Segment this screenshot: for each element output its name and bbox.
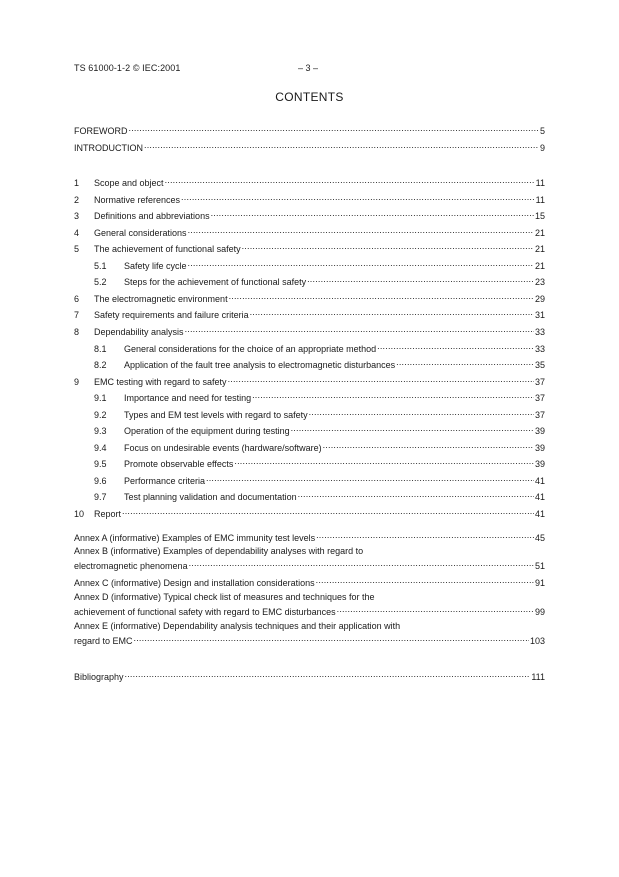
toc-entry-number: 2	[74, 194, 80, 205]
toc-entry-number: 5.2	[94, 277, 107, 288]
toc-entry-title: Steps for the achievement of functional safety	[124, 277, 307, 288]
toc-entry-page: 103	[529, 636, 545, 646]
toc-entry-number: 8.1	[94, 343, 107, 354]
annex-title-line1: Annex B (informative) Examples of dependability analyses with regard to	[74, 546, 364, 556]
toc-entry-title: Promote observable effects	[124, 459, 234, 470]
toc-entry-page: 21	[534, 244, 545, 255]
toc-entry-title: Definitions and abbreviations	[94, 211, 210, 222]
toc-entry-title: Scope and object	[94, 178, 164, 188]
toc-entry-page: 41	[534, 509, 545, 519]
toc-entry-number: 8.2	[94, 360, 107, 371]
toc-entry-number: 4	[74, 227, 80, 238]
toc-entry-page: 11	[535, 194, 545, 205]
page-number: – 3 –	[298, 63, 319, 73]
toc-entry-page: 51	[534, 561, 545, 571]
toc-entry-page: 33	[534, 327, 545, 337]
toc-entry-page: 39	[534, 459, 545, 470]
toc-entry[interactable]	[74, 489, 545, 503]
toc-entry[interactable]	[74, 357, 545, 371]
toc-entry-page: 21	[534, 227, 545, 238]
toc-entry[interactable]	[74, 192, 545, 206]
toc-entry-title: Safety life cycle	[124, 260, 187, 271]
toc-entry[interactable]	[74, 291, 545, 305]
toc-entry-number: 5	[74, 244, 80, 255]
toc-entry-page: 11	[535, 178, 545, 188]
document-id: TS 61000-1-2 © IEC:2001	[74, 63, 181, 73]
toc-entry-page: 91	[534, 578, 545, 588]
toc-entry-page: 37	[534, 409, 545, 420]
toc-entry-page: 45	[534, 533, 545, 543]
toc-entry-title: Normative references	[94, 194, 181, 205]
toc-entry-number: 3	[74, 211, 80, 222]
toc-entry-number: 9.7	[94, 492, 107, 503]
toc-entry-page: 99	[534, 607, 545, 617]
annex-title: Annex C (informative) Design and installation considerations	[74, 578, 315, 588]
toc-entry-title: Operation of the equipment during testing	[124, 426, 290, 437]
toc-entry-title: General considerations	[94, 227, 187, 238]
toc-entry[interactable]	[74, 390, 545, 404]
annex-title-line2: electromagnetic phenomena	[74, 561, 188, 571]
toc-entry-title: Application of the fault tree analysis to electromagnetic disturbances	[124, 360, 396, 371]
toc-entry-title: Bibliography	[74, 672, 124, 682]
toc-entry-title: Safety requirements and failure criteria	[94, 310, 249, 321]
toc-entry-page: 5	[539, 126, 545, 136]
toc-entry[interactable]	[74, 307, 545, 321]
toc-entry-number: 6	[74, 293, 80, 304]
annex-title: Annex A (informative) Examples of EMC immunity test levels	[74, 533, 316, 543]
toc-entry-title: Report	[94, 509, 122, 519]
toc-entry-title: Performance criteria	[124, 475, 206, 486]
toc-entry-number: 10	[74, 509, 85, 519]
toc-entry-page: 111	[531, 672, 545, 682]
toc-entry-title: Focus on undesirable events (hardware/software)	[124, 442, 322, 453]
toc-entry-number: 9.2	[94, 409, 107, 420]
toc-entry-page: 21	[534, 260, 545, 271]
toc-entry-page: 9	[539, 143, 545, 153]
toc-entry[interactable]	[74, 241, 545, 255]
toc-entry[interactable]	[74, 175, 545, 189]
toc-entry-page: 29	[534, 293, 545, 304]
toc-entry-title: Importance and need for testing	[124, 393, 252, 404]
toc-entry-annex[interactable]	[74, 633, 545, 647]
toc-entry-annex[interactable]	[74, 558, 545, 572]
toc-entry[interactable]	[74, 473, 545, 487]
annex-title-line2: achievement of functional safety with regard to EMC disturbances	[74, 607, 336, 617]
toc-entry-foreword[interactable]	[74, 123, 545, 137]
toc-entry-annex[interactable]	[74, 604, 545, 618]
toc-entry-number: 1	[74, 178, 80, 188]
annex-title-line1: Annex E (informative) Dependability analysis techniques and their application with	[74, 621, 401, 631]
toc-entry-title: FOREWORD	[74, 126, 128, 136]
toc-entry-title: Test planning validation and documentation	[124, 492, 297, 503]
toc-entry-bibliography[interactable]	[74, 669, 545, 683]
toc-entry-title: General considerations for the choice of an appropriate method	[124, 343, 377, 354]
toc-entry-page: 31	[534, 310, 545, 321]
toc-entry[interactable]	[74, 456, 545, 470]
toc-entry-page: 39	[534, 442, 545, 453]
toc-entry-page: 39	[534, 426, 545, 437]
toc-entry-title: EMC testing with regard to safety	[94, 376, 227, 387]
toc-entry-page: 37	[534, 376, 545, 387]
toc-entry-number: 9.5	[94, 459, 107, 470]
toc-entry-number: 9	[74, 376, 80, 387]
toc-entry[interactable]	[74, 274, 545, 288]
toc-entry-page: 15	[534, 211, 545, 222]
toc-entry-page: 41	[534, 475, 545, 486]
toc-entry[interactable]	[74, 225, 545, 239]
toc-entry[interactable]	[74, 258, 545, 272]
toc-entry-page: 37	[534, 393, 545, 404]
toc-entry-title: INTRODUCTION	[74, 143, 143, 153]
toc-entry-page: 41	[534, 492, 545, 503]
toc-entry-page: 23	[534, 277, 545, 288]
toc-entry[interactable]	[74, 374, 545, 388]
toc-entry[interactable]	[74, 407, 545, 421]
toc-entry-annex[interactable]	[74, 530, 545, 544]
toc-entry[interactable]	[74, 208, 545, 222]
toc-entry-annex[interactable]	[74, 575, 545, 589]
toc-entry-number: 9.6	[94, 475, 107, 486]
toc-entry-introduction[interactable]	[74, 140, 545, 154]
toc-entry-number: 8	[74, 327, 80, 337]
annex-title-line1: Annex D (informative) Typical check list of measures and techniques for the	[74, 592, 375, 602]
toc-entry-number: 9.3	[94, 426, 107, 437]
toc-entry-title: The electromagnetic environment	[94, 293, 228, 304]
toc-entry-title: Dependability analysis	[94, 327, 184, 337]
toc-entry-title: Types and EM test levels with regard to safety	[124, 409, 308, 420]
toc-entry[interactable]	[74, 506, 545, 520]
toc-entry-number: 5.1	[94, 260, 107, 271]
toc-entry-page: 35	[534, 360, 545, 371]
toc-entry[interactable]	[74, 341, 545, 355]
toc-entry[interactable]	[74, 324, 545, 338]
annex-title-line2: regard to EMC	[74, 636, 133, 646]
contents-title: CONTENTS	[275, 90, 344, 104]
toc-entry-page: 33	[534, 343, 545, 354]
toc-entry-title: The achievement of functional safety	[94, 244, 241, 255]
toc-entry[interactable]	[74, 423, 545, 437]
toc-entry-number: 9.4	[94, 442, 107, 453]
toc-entry-number: 7	[74, 310, 80, 321]
toc-entry-number: 9.1	[94, 393, 107, 404]
toc-entry[interactable]	[74, 440, 545, 454]
